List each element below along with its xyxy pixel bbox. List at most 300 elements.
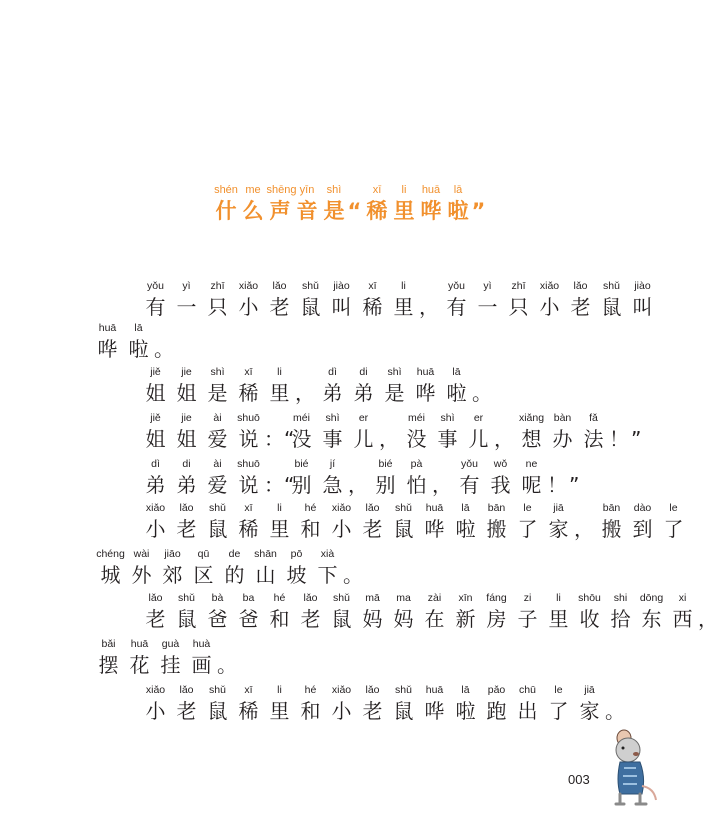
hanzi: 画 [191,653,212,677]
character-cell [636,592,667,633]
hanzi: 我 [490,473,511,497]
pinyin: di [359,366,368,378]
character-cell [450,684,481,725]
pinyin: xi [678,592,687,604]
hanzi: 事 [437,427,458,451]
punctuation [343,548,365,589]
title-line [213,184,488,225]
character-cell [357,684,388,725]
pinyin: ài [213,458,222,470]
pinyin [547,458,569,471]
pinyin: de [228,548,241,560]
character-cell [391,184,418,225]
hanzi: 稀 [366,199,388,223]
pinyin: méi [408,412,425,424]
hanzi: 哗 [424,699,445,723]
pinyin: chū [519,684,536,696]
hanzi: 弟 [145,473,166,497]
character-cell [317,412,348,453]
hanzi: 里 [393,199,415,223]
text-line [93,638,239,679]
hanzi: 只 [207,295,228,319]
pinyin: zhī [511,280,526,292]
pinyin [217,638,239,651]
punctuation-mark: ， [432,473,452,497]
character-cell [295,684,326,725]
hanzi: 别 [291,473,312,497]
hanzi: 鼠 [207,699,228,723]
character-cell [202,502,233,543]
hanzi: 叫 [632,295,653,319]
hanzi: 摆 [98,653,119,677]
hanzi: 姐 [176,427,197,451]
character-cell [186,638,217,679]
character-cell [574,684,605,725]
pinyin: huà [192,638,211,650]
hanzi: 弟 [353,381,374,405]
character-cell [266,184,297,225]
pinyin: shì [325,412,340,424]
pinyin: shì [326,184,342,196]
pinyin: shì [387,366,402,378]
pinyin: lā [452,366,461,378]
punctuation [217,638,239,679]
punctuation-mark: 。 [154,337,174,361]
pinyin: le [669,502,678,514]
hanzi: 爱 [207,427,228,451]
character-cell [171,502,202,543]
pinyin: li [277,684,282,696]
hanzi: 拾 [610,607,631,631]
hanzi: 哗 [415,381,436,405]
pinyin: ài [213,412,222,424]
hanzi: 姐 [145,381,166,405]
pinyin: shān [254,548,277,560]
pinyin: guà [161,638,180,650]
pinyin: me [245,184,261,196]
character-cell [419,592,450,633]
character-cell [565,280,596,321]
pinyin: pō [290,548,303,560]
pinyin [609,412,631,425]
character-cell [264,684,295,725]
pinyin: xī [368,280,377,292]
character-cell [410,366,441,407]
hanzi: 小 [331,517,352,541]
pinyin: shén [214,184,238,196]
hanzi: 城 [100,563,121,587]
hanzi: 有 [459,473,480,497]
hanzi: 儿 [468,427,489,451]
character-cell [295,280,326,321]
punctuation-mark: ， [698,607,718,631]
hanzi: 有 [446,295,467,319]
character-cell [463,412,494,453]
hanzi: 里 [269,699,290,723]
pinyin [264,412,286,425]
hanzi: 鼠 [207,517,228,541]
hanzi: 声 [269,199,291,223]
hanzi: 坡 [286,563,307,587]
character-cell [140,684,171,725]
text-line [140,366,494,407]
pinyin: shuō [237,458,260,470]
pinyin: xiǎo [331,502,352,514]
punctuation-mark: ， [379,427,399,451]
hanzi: 想 [521,427,542,451]
character-cell [157,548,188,589]
punctuation-mark: ” [569,473,580,497]
hanzi: 稀 [362,295,383,319]
character-cell [233,502,264,543]
character-cell [123,322,154,363]
pinyin [472,184,488,197]
hanzi: 姐 [145,427,166,451]
hanzi: 里 [269,381,290,405]
character-cell [401,412,432,453]
text-line [140,592,720,633]
hanzi: 哗 [424,517,445,541]
character-cell [295,502,326,543]
hanzi: 稀 [238,517,259,541]
character-cell [312,548,343,589]
character-cell [574,592,605,633]
hanzi: 一 [477,295,498,319]
hanzi: 里 [269,517,290,541]
pinyin: dì [151,458,160,470]
pinyin [574,502,596,515]
character-cell [202,458,233,499]
pinyin: zài [427,592,442,604]
punctuation [264,458,295,499]
character-cell [286,458,317,499]
character-cell [419,684,450,725]
character-cell [264,592,295,633]
character-cell [388,592,419,633]
punctuation-mark: ， [419,295,439,319]
hanzi: 是 [207,381,228,405]
hanzi: 有 [145,295,166,319]
pinyin: bié [378,458,393,470]
character-cell [140,592,171,633]
text-line [140,280,658,321]
pinyin: hé [304,502,317,514]
pinyin: xià [320,548,335,560]
pinyin: xīn [458,592,473,604]
punctuation [348,458,370,499]
character-cell [450,592,481,633]
pinyin: xiǎng [518,412,545,424]
character-cell [326,684,357,725]
character-cell [578,412,609,453]
character-cell [171,366,202,407]
hanzi: 老 [570,295,591,319]
punctuation-mark: ！ [547,473,567,497]
character-cell [667,592,698,633]
hanzi: 爱 [207,473,228,497]
pinyin [154,322,176,335]
hanzi: 到 [632,517,653,541]
character-cell [445,184,472,225]
pinyin: jiào [333,280,350,292]
character-cell [388,502,419,543]
punctuation-mark: ” [471,199,486,223]
character-cell [233,280,264,321]
character-cell [512,592,543,633]
pinyin: yì [182,280,191,292]
pinyin: bà [211,592,224,604]
hanzi: 家 [579,699,600,723]
pinyin: huā [425,684,444,696]
character-cell [321,184,348,225]
pinyin: shì [210,366,225,378]
character-cell [240,184,267,225]
pinyin: bié [294,458,309,470]
character-cell [95,548,126,589]
pinyin: mā [365,592,380,604]
character-cell [388,684,419,725]
hanzi: 出 [517,699,538,723]
character-cell [370,458,401,499]
character-cell [250,548,281,589]
hanzi: 呢 [521,473,542,497]
hanzi: 在 [424,607,445,631]
pinyin: lǎo [303,592,318,604]
text-line [140,458,591,499]
character-cell [264,366,295,407]
hanzi: 说 [238,473,259,497]
hanzi: 小 [145,517,166,541]
character-cell [364,184,391,225]
hanzi: 下 [317,563,338,587]
punctuation [472,184,488,225]
pinyin: xiǎo [539,280,560,292]
pinyin: di [182,458,191,470]
pinyin: shǔ [395,684,412,696]
character-cell [357,592,388,633]
pinyin: yǒu [448,280,465,292]
pinyin [631,412,653,425]
hanzi: 老 [176,517,197,541]
hanzi: 什 [215,199,237,223]
punctuation-mark: ：“ [264,473,295,497]
punctuation [432,458,454,499]
pinyin: ba [242,592,255,604]
character-cell [202,366,233,407]
pinyin: shēng [266,184,297,196]
pinyin: xiǎo [145,502,166,514]
pinyin: xī [244,502,253,514]
pinyin: xiǎo [331,684,352,696]
character-cell [140,412,171,453]
pinyin [494,412,516,425]
pinyin: huā [421,184,441,196]
hanzi: 说 [238,427,259,451]
pinyin: li [401,184,407,196]
pinyin: shǔ [395,502,412,514]
character-cell [188,548,219,589]
pinyin: lǎo [365,684,380,696]
pinyin: yǒu [147,280,164,292]
hanzi: 花 [129,653,150,677]
character-cell [543,502,574,543]
character-cell [481,684,512,725]
character-cell [348,412,379,453]
character-cell [140,458,171,499]
hanzi: 老 [269,295,290,319]
character-cell [140,502,171,543]
character-cell [596,280,627,321]
pinyin: xī [244,684,253,696]
hanzi: 老 [145,607,166,631]
hanzi: 区 [193,563,214,587]
hanzi: 啦 [447,199,469,223]
punctuation-mark: “ [347,199,362,223]
pinyin: li [277,502,282,514]
hanzi: 郊 [162,563,183,587]
hanzi: 没 [291,427,312,451]
character-cell [388,280,419,321]
pinyin: jiāo [164,548,181,560]
hanzi: 里 [393,295,414,319]
character-cell [543,592,574,633]
hanzi: 哗 [420,199,442,223]
character-cell [93,638,124,679]
character-cell [441,280,472,321]
text-line [140,684,627,725]
punctuation [569,458,591,499]
character-cell [485,458,516,499]
pinyin: huā [416,366,435,378]
hanzi: 和 [269,607,290,631]
hanzi: 稀 [238,381,259,405]
mouse-illustration [606,728,662,810]
hanzi: 了 [548,699,569,723]
character-cell [202,684,233,725]
hanzi: 小 [539,295,560,319]
hanzi: 的 [224,563,245,587]
pinyin: hé [273,592,286,604]
hanzi: 家 [548,517,569,541]
character-cell [233,366,264,407]
character-cell [547,412,578,453]
pinyin [295,366,317,379]
pinyin: li [277,366,282,378]
pinyin: shi [613,592,628,604]
character-cell [171,592,202,633]
pinyin [379,412,401,425]
hanzi: 鼠 [601,295,622,319]
character-cell [326,280,357,321]
hanzi: 新 [455,607,476,631]
punctuation-mark: ， [348,473,368,497]
hanzi: 啦 [455,699,476,723]
hanzi: 山 [255,563,276,587]
punctuation [264,412,295,453]
character-cell [419,502,450,543]
punctuation [154,322,176,363]
pinyin: shōu [578,592,601,604]
pinyin: lǎo [365,502,380,514]
punctuation-mark: ！ [609,427,629,451]
hanzi: 鼠 [393,517,414,541]
character-cell [512,684,543,725]
pinyin: lǎo [573,280,588,292]
pinyin: ne [525,458,538,470]
character-cell [233,412,264,453]
pinyin: lǎo [179,684,194,696]
pinyin: jí [329,458,336,470]
pinyin: fǎ [589,412,598,424]
punctuation-mark: ， [574,517,594,541]
character-cell [472,280,503,321]
hanzi: 鼠 [393,699,414,723]
character-cell [503,280,534,321]
pinyin [264,458,286,471]
punctuation [472,366,494,407]
pinyin: zi [523,592,532,604]
pinyin: jie [181,366,192,378]
character-cell [348,366,379,407]
pinyin: bàn [553,412,572,424]
hanzi: 东 [641,607,662,631]
character-cell [516,458,547,499]
character-cell [92,322,123,363]
character-cell [454,458,485,499]
pinyin: xī [244,366,253,378]
character-cell [627,280,658,321]
hanzi: 么 [242,199,264,223]
pinyin [419,280,441,293]
character-cell [171,280,202,321]
pinyin: jiā [553,502,564,514]
hanzi: 老 [362,699,383,723]
hanzi: 和 [300,517,321,541]
character-cell [317,458,348,499]
pinyin: shǔ [178,592,195,604]
punctuation [295,366,317,407]
character-cell [294,184,321,225]
hanzi: 音 [296,199,318,223]
pinyin: xī [372,184,382,196]
pinyin [569,458,591,471]
character-cell [202,592,233,633]
pinyin: huā [98,322,117,334]
pinyin: shì [440,412,455,424]
punctuation-mark: ， [295,381,315,405]
pinyin: le [554,684,563,696]
pinyin [472,366,494,379]
pinyin: jiā [584,684,595,696]
character-cell [295,592,326,633]
text-line [140,502,689,543]
pinyin: dōng [639,592,664,604]
hanzi: 怕 [406,473,427,497]
hanzi: 跑 [486,699,507,723]
character-cell [281,548,312,589]
character-cell [543,684,574,725]
character-cell [357,502,388,543]
pinyin: pǎo [487,684,506,696]
pinyin: jiě [150,366,161,378]
hanzi: 别 [375,473,396,497]
hanzi: 搬 [601,517,622,541]
text-line [140,412,653,453]
hanzi: 小 [238,295,259,319]
hanzi: 收 [579,607,600,631]
pinyin [348,458,370,471]
hanzi: 外 [131,563,152,587]
